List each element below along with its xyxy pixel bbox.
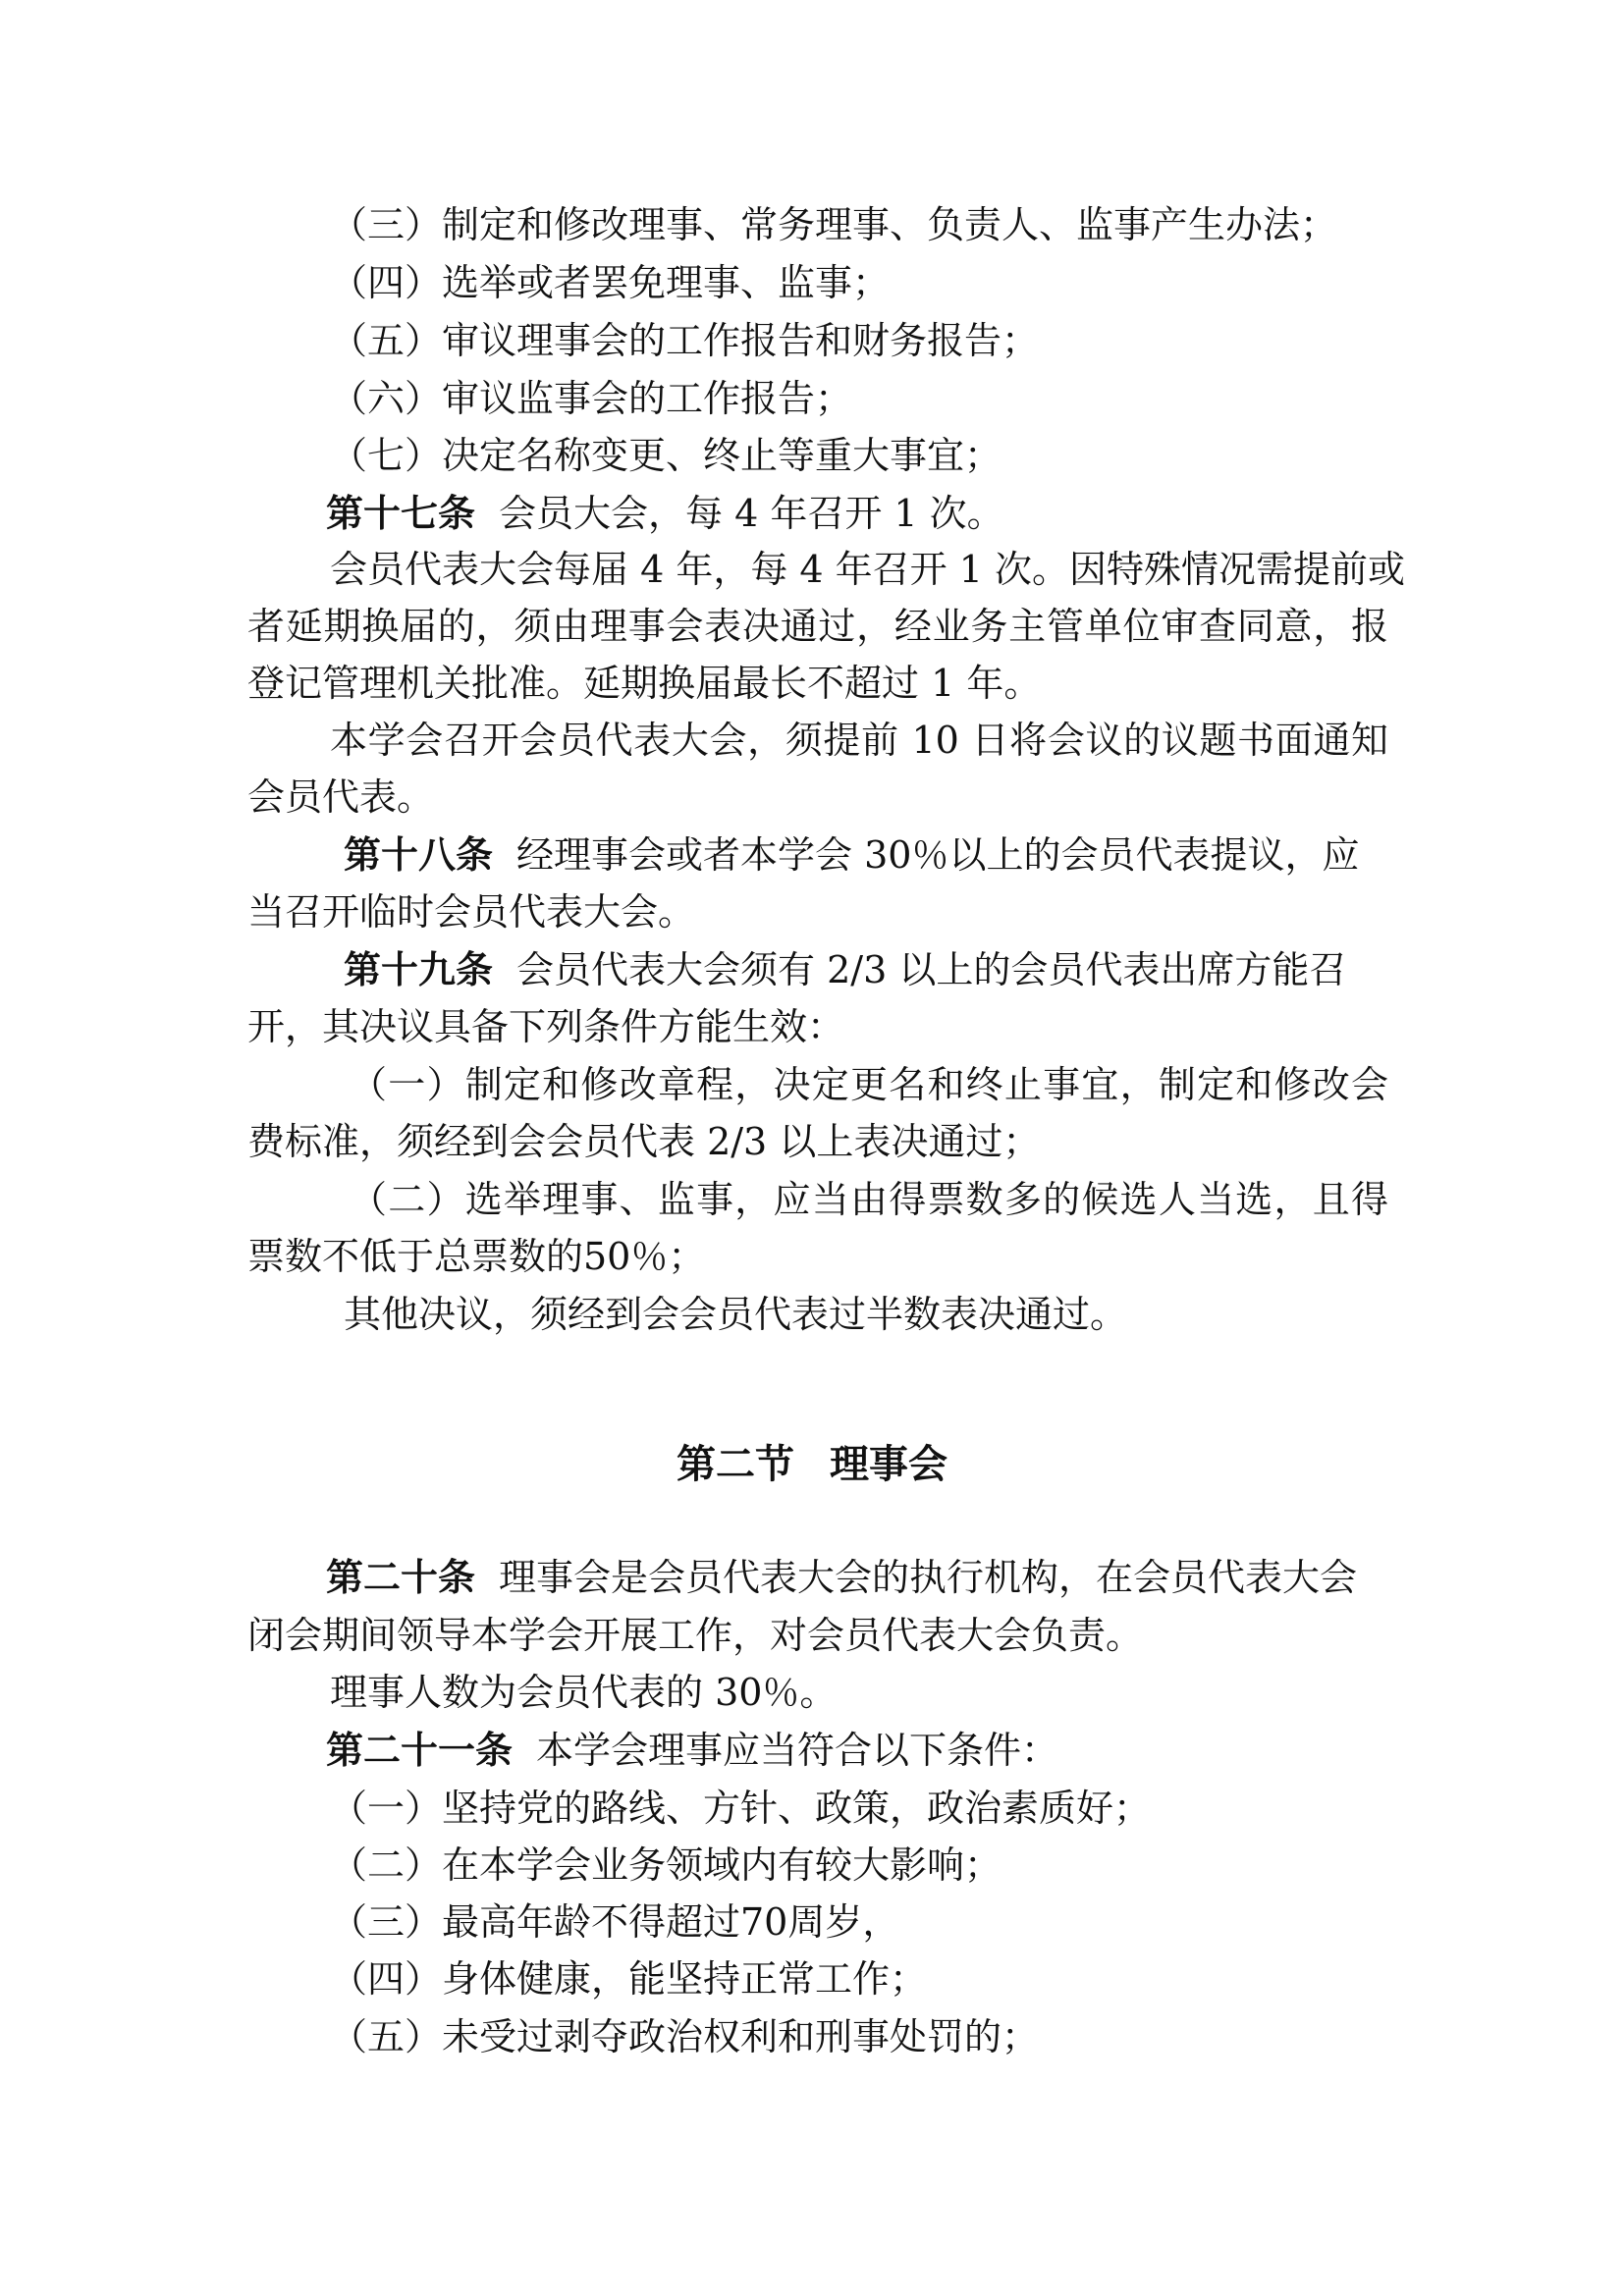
article-title: 第十七条 [326,492,476,535]
article-19 [344,950,1346,989]
text-line: 开，其决议具备下列条件方能生效： [247,1005,845,1048]
text-line: 票数不低于总票数的50％； [247,1235,706,1278]
article-20 [326,1558,1357,1597]
text-line: （四）选举或者罢免理事、监事； [330,261,891,304]
text-line: 登记管理机关批准。延期换届最长不超过 1 年。 [247,662,1042,705]
article-title: 第二十一条 [326,1729,514,1772]
text-line: （一）制定和修改章程，决定更名和终止事宜，制定和修改会 [350,1063,1388,1106]
article-18 [344,835,1359,875]
article-title: 第十八条 [344,833,494,877]
article-text: 本学会理事应当符合以下条件： [536,1729,1059,1772]
text-line: （三）制定和修改理事、常务理事、负责人、监事产生办法； [330,203,1338,246]
text-line: 会员代表。 [247,775,435,819]
section-number: 第二节 [677,1442,794,1487]
text-line: （一）坚持党的路线、方针、政策，政治素质好； [330,1787,1152,1830]
text-line: 本学会召开会员代表大会，须提前 10 日将会议的议题书面通知 [330,719,1388,762]
text-line: 会员代表大会每届 4 年，每 4 年召开 1 次。因特殊情况需提前或 [330,548,1406,591]
text-line: （七）决定名称变更、终止等重大事宜； [330,434,1002,477]
text-line: 理事人数为会员代表的 30％。 [330,1671,838,1714]
article-title: 第十九条 [344,948,494,991]
text-line: 当召开临时会员代表大会。 [247,890,696,934]
text-line: （四）身体健康，能坚持正常工作； [330,1957,928,2001]
article-text: 会员代表大会须有 2/3 以上的会员代表出席方能召 [516,948,1347,991]
article-text: 理事会是会员代表大会的执行机构，在会员代表大会 [499,1556,1358,1599]
text-line: （五）审议理事会的工作报告和财务报告； [330,319,1040,362]
article-text: 经理事会或者本学会 30％以上的会员代表提议，应 [516,833,1360,877]
text-line: （二）在本学会业务领域内有较大影响； [330,1843,1002,1887]
text-line: （六）审议监事会的工作报告； [330,377,853,420]
section-title: 理事会 [830,1442,947,1487]
text-line: （五）未受过剥夺政治权利和刑事处罚的； [330,2015,1040,2058]
text-line: 费标准，须经到会会员代表 2/3 以上表决通过； [247,1120,1041,1163]
text-line: （三）最高年龄不得超过70周岁， [330,1900,900,1944]
text-line: 者延期换届的，须由理事会表决通过，经业务主管单位审查同意，报 [247,605,1388,648]
article-21 [326,1731,1058,1770]
text-line: 其他决议，须经到会会员代表过半数表决通过。 [344,1293,1128,1336]
text-line: 闭会期间领导本学会开展工作，对会员代表大会负责。 [247,1614,1144,1657]
article-title: 第二十条 [326,1556,476,1599]
section-heading [0,1443,1624,1486]
text-line: （二）选举理事、监事，应当由得票数多的候选人当选，且得 [350,1178,1388,1221]
article-text: 会员大会，每 4 年召开 1 次。 [499,492,1004,535]
article-17 [326,494,1004,533]
